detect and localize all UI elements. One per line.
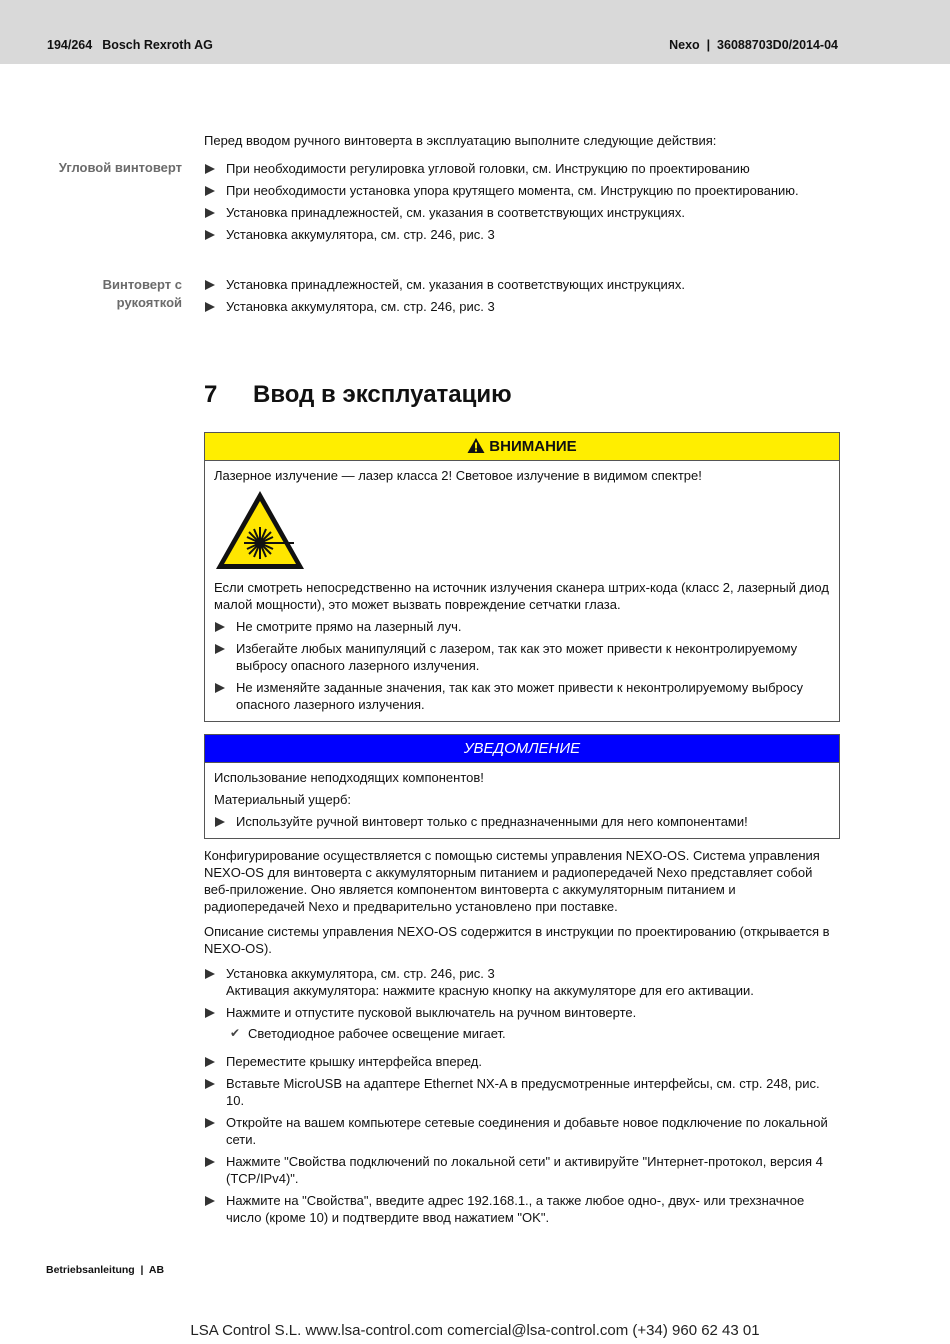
triangle-bullet-icon (215, 622, 225, 632)
header-left (47, 37, 213, 54)
notice-title-bar (205, 735, 839, 763)
triangle-bullet-icon (205, 230, 215, 240)
triangle-bullet-icon (205, 208, 215, 218)
list-item: Не изменяйте заданные значения, так как это может привести к неконтролируемому выбросу опасного лазерного излучения. (214, 679, 830, 713)
triangle-bullet-icon (205, 1079, 215, 1089)
list-item: Откройте на вашем компьютере сетевые соединения и добавьте новое подключение по локальной сети. (204, 1114, 840, 1148)
list-item: Нажмите на "Свойства", введите адрес 192.168.1., а также любое одно-, двух- или трехзначное число (кроме 10) и подтвердите ввод нажатием "OK". (204, 1192, 840, 1226)
result-item: ✔ Светодиодное рабочее освещение мигает. (230, 1026, 506, 1041)
triangle-bullet-icon (205, 1008, 215, 1018)
notice-box (204, 734, 840, 839)
list-item: Используйте ручной винтоверт только с предназначенными для него компонентами! (214, 813, 830, 830)
notice-title: УВЕДОМЛЕНИЕ (463, 740, 581, 757)
triangle-bullet-icon (215, 683, 225, 693)
body-paragraph-2: Описание системы управления NEXO-OS содержится в инструкции по проектированию (открывается в NEXO-OS). (204, 924, 830, 956)
footer-document-type: Betriebsanleitung | AB (46, 1264, 165, 1276)
chapter-heading (204, 380, 512, 410)
list-item: Переместите крышку интерфейса вперед. (204, 1053, 840, 1070)
list-item: Вставьте MicroUSB на адаптере Ethernet NX-A в предусмотренные интерфейсы, см. стр. 248, рис. 10. (204, 1075, 840, 1109)
triangle-bullet-icon (205, 1157, 215, 1167)
triangle-bullet-icon (205, 1118, 215, 1128)
warning-icon (467, 437, 485, 454)
document-reference: Nexo | 36088703D0/2014-04 (669, 38, 838, 52)
triangle-bullet-icon (205, 302, 215, 312)
list-item: При необходимости регулировка угловой головки, см. Инструкцию по проектированию (204, 160, 840, 177)
list-item: Не смотрите прямо на лазерный луч. (214, 618, 830, 635)
list-item: При необходимости установка упора крутящего момента, см. Инструкцию по проектированию. (204, 182, 840, 199)
footer-contact: LSA Control S.L. www.lsa-control.com comercial@lsa-control.com (+34) 960 62 43 01 (190, 1322, 760, 1339)
angle-section-label: Угловой винтоверт (58, 160, 182, 175)
chapter-title: Ввод в эксплуатацию (253, 381, 512, 408)
body-paragraph-1: Конфигурирование осуществляется с помощью системы управления NEXO-OS. Система управления NEXO-OS для винтоверта с аккумуляторным питанием и радиопередачей Nexo представляет собой веб-приложение. Оно является компонентом винтоверта с аккумуляторным питанием и радиопередачей Nexo и предварительно установлено при поставке. (204, 848, 820, 914)
warning-box (204, 432, 840, 722)
laser-hazard-icon (214, 489, 306, 571)
list-item: Установка аккумулятора, см. стр. 246, рис. 3 (204, 298, 840, 315)
notice-text-2: Материальный ущерб: (214, 792, 352, 807)
angle-section-list (204, 160, 840, 248)
notice-text-1: Использование неподходящих компонентов! (214, 770, 484, 785)
intro-text: Перед вводом ручного винтоверта в эксплуатацию выполните следующие действия: (204, 133, 717, 148)
pistol-section-list (204, 276, 840, 320)
list-item: Нажмите и отпустите пусковой выключатель на ручном винтоверте. ✔ Светодиодное рабочее освещение мигает. (204, 1004, 840, 1042)
triangle-bullet-icon (205, 1196, 215, 1206)
warning-text-2: Если смотреть непосредственно на источник излучения сканера штрих-кода (класс 2, лазерный диод малой мощности), это может вызвать повреждение сетчатки глаза. (214, 580, 829, 612)
chapter-number: 7 (204, 381, 218, 408)
warning-text-1: Лазерное излучение — лазер класса 2! Световое излучение в видимом спектре! (214, 468, 702, 483)
page-header (0, 0, 950, 64)
laser-hazard-sign (214, 489, 830, 575)
body-section (204, 847, 840, 1231)
list-item: Установка принадлежностей, см. указания в соответствующих инструкциях. (204, 276, 840, 293)
list-item: Нажмите "Свойства подключений по локальной сети" и активируйте "Интернет-протокол, версия 4 (TCP/IPv4)". (204, 1153, 840, 1187)
list-item: Установка аккумулятора, см. стр. 246, рис. 3 Активация аккумулятора: нажмите красную кнопку на аккумуляторе для его активации. (204, 965, 840, 999)
check-icon: ✔ (230, 1026, 241, 1040)
list-item: Установка принадлежностей, см. указания в соответствующих инструкциях. (204, 204, 840, 221)
triangle-bullet-icon (205, 164, 215, 174)
list-item: Установка аккумулятора, см. стр. 246, рис. 3 (204, 226, 840, 243)
warning-title-bar (205, 433, 839, 461)
company-name: Bosch Rexroth AG (102, 38, 213, 52)
page-number: 194/264 (47, 38, 93, 52)
warning-title: ВНИМАНИЕ (489, 438, 577, 455)
triangle-bullet-icon (215, 644, 225, 654)
triangle-bullet-icon (205, 969, 215, 979)
triangle-bullet-icon (215, 817, 225, 827)
triangle-bullet-icon (205, 280, 215, 290)
list-item: Избегайте любых манипуляций с лазером, так как это может привести к неконтролируемому выбросу опасного лазерного излучения. (214, 640, 830, 674)
triangle-bullet-icon (205, 186, 215, 196)
triangle-bullet-icon (205, 1057, 215, 1067)
pistol-section-label: Винтоверт с рукояткой (102, 277, 182, 310)
